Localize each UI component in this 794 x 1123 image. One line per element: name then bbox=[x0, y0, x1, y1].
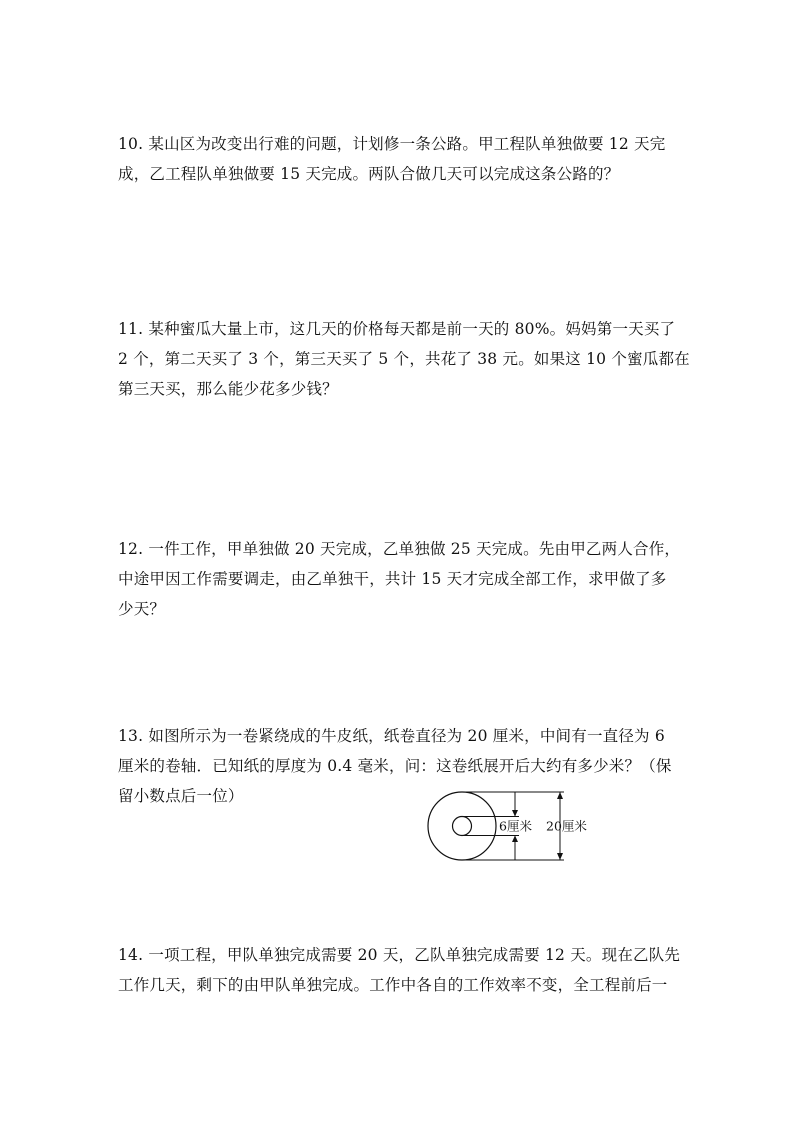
problem-11 bbox=[118, 314, 690, 404]
roll-dim-top-arrow bbox=[557, 792, 563, 799]
problem-10-line-2: 成，乙工程队单独做要 15 天完成。两队合做几天可以完成这条公路的？ bbox=[118, 165, 620, 183]
problem-13-line-2: 厘米的卷轴．已知纸的厚度为 0.4 毫米，问：这卷纸展开后大约有多少米？（保 bbox=[118, 757, 672, 775]
problem-11-line-3: 第三天买，那么能少花多少钱？ bbox=[118, 380, 338, 398]
core-dim-bottom-arrow bbox=[512, 836, 518, 843]
paper-roll-figure bbox=[424, 790, 624, 862]
problem-14-line-2: 工作几天，剩下的由甲队单独完成。工作中各自的工作效率不变，全工程前后一 bbox=[118, 976, 668, 994]
problem-12-line-3: 少天？ bbox=[118, 600, 166, 618]
problem-11-line-2: 2 个，第二天买了 3 个，第三天买了 5 个，共花了 38 元。如果这 10 个蜜瓜都在 bbox=[118, 350, 690, 368]
problem-12-line-2: 中途甲因工作需要调走，由乙单独干，共计 15 天才完成全部工作，求甲做了多 bbox=[118, 570, 667, 588]
problem-14-line-1: 14. 一项工程，甲队单独完成需要 20 天，乙队单独完成需要 12 天。现在乙队先 bbox=[118, 946, 681, 964]
core-diameter-label: 6厘米 bbox=[499, 818, 532, 834]
roll-outer-circle bbox=[428, 792, 496, 860]
problem-13-line-3: 留小数点后一位） bbox=[118, 787, 244, 805]
roll-diameter-label: 20厘米 bbox=[546, 818, 587, 834]
paper-roll-diagram bbox=[424, 790, 624, 862]
problem-13-line-1: 13. 如图所示为一卷紧绕成的牛皮纸，纸卷直径为 20 厘米，中间有一直径为 6 bbox=[118, 727, 665, 745]
roll-core-circle bbox=[453, 817, 472, 836]
problem-10-line-1: 10. 某山区为改变出行难的问题，计划修一条公路。甲工程队单独做要 12 天完 bbox=[118, 135, 666, 153]
problem-12 bbox=[118, 534, 686, 624]
core-dim-top-arrow bbox=[512, 810, 518, 817]
problem-10 bbox=[118, 129, 686, 189]
roll-dim-bottom-arrow bbox=[557, 853, 563, 860]
problem-14 bbox=[118, 940, 686, 1000]
problem-11-line-1: 11. 某种蜜瓜大量上市，这几天的价格每天都是前一天的 80%。妈妈第一天买了 bbox=[118, 320, 676, 338]
problem-12-line-1: 12. 一件工作，甲单独做 20 天完成，乙单独做 25 天完成。先由甲乙两人合作， bbox=[118, 540, 681, 558]
